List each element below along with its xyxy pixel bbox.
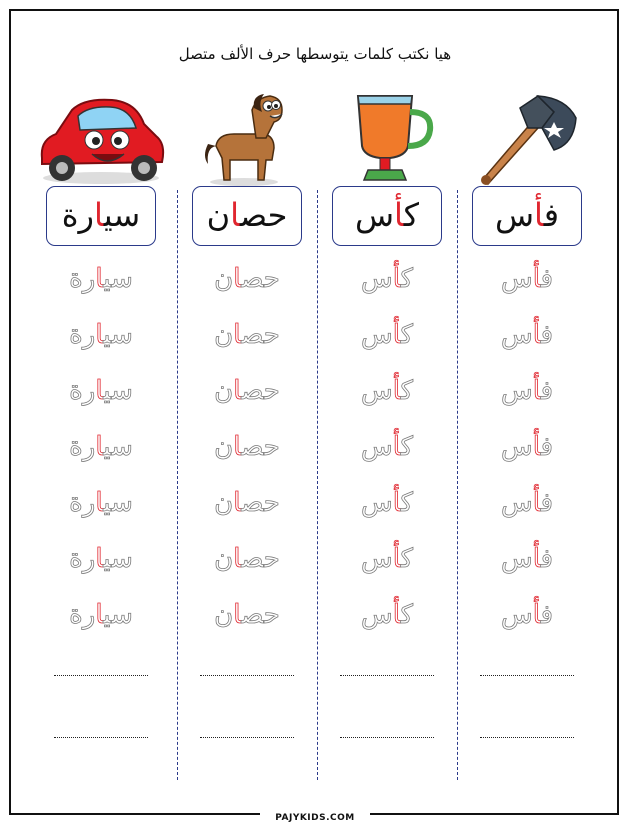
trace-word: سيارة <box>69 320 133 350</box>
blank-writing-line[interactable] <box>200 675 294 676</box>
axe-icon <box>458 88 596 188</box>
worksheet-title: هيا نكتب كلمات يتوسطها حرف الألف متصل <box>178 45 452 63</box>
trace-word: كأس <box>360 320 414 350</box>
trace-word: فأس <box>500 320 554 350</box>
word-column-car <box>32 0 170 828</box>
trace-word: كأس <box>360 264 414 294</box>
trace-word: كأس <box>360 432 414 462</box>
word-box: فأس <box>472 186 582 246</box>
blank-writing-line[interactable] <box>340 675 434 676</box>
trace-word: سيارة <box>69 432 133 462</box>
trace-word: كأس <box>360 488 414 518</box>
car-icon <box>32 88 170 188</box>
trace-word: فأس <box>500 544 554 574</box>
trace-word: فأس <box>500 432 554 462</box>
word-box: سيارة <box>46 186 156 246</box>
trace-word: كأس <box>360 600 414 630</box>
horse-icon <box>178 88 316 188</box>
trace-word: سيارة <box>69 600 133 630</box>
trace-word: حصان <box>214 600 280 630</box>
trace-word: حصان <box>214 432 280 462</box>
trace-word: سيارة <box>69 544 133 574</box>
trace-word: حصان <box>214 320 280 350</box>
trace-word: حصان <box>214 264 280 294</box>
blank-writing-line[interactable] <box>340 737 434 738</box>
trace-word: حصان <box>214 488 280 518</box>
trace-word: سيارة <box>69 488 133 518</box>
blank-writing-line[interactable] <box>54 737 148 738</box>
cup-icon <box>318 88 456 188</box>
blank-writing-line[interactable] <box>54 675 148 676</box>
trace-word: فأس <box>500 264 554 294</box>
trace-word: فأس <box>500 488 554 518</box>
trace-word: كأس <box>360 376 414 406</box>
word-box: حصان <box>192 186 302 246</box>
trace-word: حصان <box>214 544 280 574</box>
word-column-axe <box>458 0 596 828</box>
blank-writing-line[interactable] <box>200 737 294 738</box>
trace-word: فأس <box>500 376 554 406</box>
trace-word: حصان <box>214 376 280 406</box>
trace-word: كأس <box>360 544 414 574</box>
word-box: كأس <box>332 186 442 246</box>
trace-word: فأس <box>500 600 554 630</box>
trace-word: سيارة <box>69 264 133 294</box>
site-footer: PAJYKIDS.COM <box>260 811 370 825</box>
word-column-cup <box>318 0 456 828</box>
trace-word: سيارة <box>69 376 133 406</box>
blank-writing-line[interactable] <box>480 675 574 676</box>
blank-writing-line[interactable] <box>480 737 574 738</box>
word-column-horse <box>178 0 316 828</box>
